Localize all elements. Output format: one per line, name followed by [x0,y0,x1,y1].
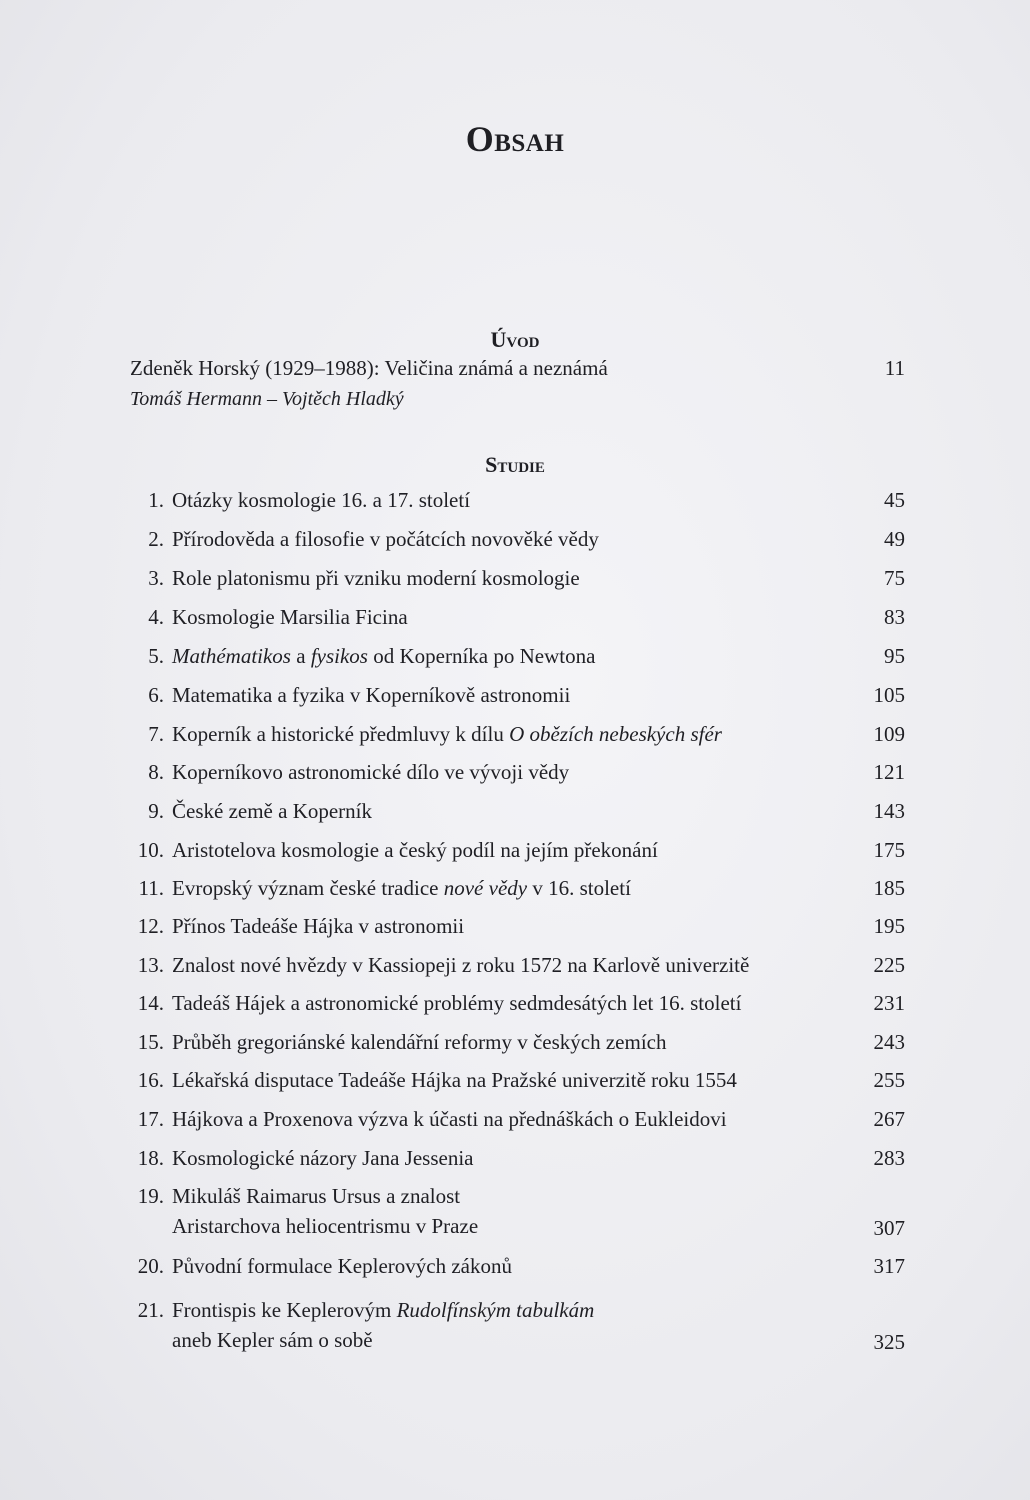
toc-entry-title-text: Kosmologické názory Jana Jessenia [172,1146,474,1170]
toc-entry-title [172,719,845,749]
toc-entry-title-text: Matematika a fyzika v Koperníkově astronomii [172,683,571,707]
toc-entry-title-text: Původní formulace Keplerových zákonů [172,1254,512,1278]
toc-entry-number: 10. [137,838,164,862]
toc-entry-title [172,641,845,671]
toc-entry-number: 11. [138,876,164,900]
toc-entry-page: 75 [884,566,905,590]
section-heading-uvod: Úvod [490,327,540,352]
toc-entry-number: 21. [137,1298,164,1322]
toc-entry-page: 231 [873,991,905,1015]
toc-entry-title-text: od Koperníka po Newtona [367,644,596,668]
toc-entry-title [172,1143,845,1173]
toc-entry-page: 185 [873,876,905,900]
page-title: Obsah [465,119,565,159]
toc-entry-page: 83 [884,605,905,629]
toc-entry-title-text: Přírodověda a filosofie v počátcích novověké vědy [172,527,599,551]
toc-entry-title-text: Mikuláš Raimarus Ursus a znalost [172,1184,461,1208]
toc-entry-number: 9. [148,799,164,823]
toc-entry-title-text: v 16. století [527,876,631,900]
toc-entry-title-italic: nové vědy [443,876,528,900]
toc-entry-number: 4. [148,605,164,629]
toc-entry-authors: Tomáš Hermann – Vojtěch Hladký [130,388,404,410]
toc-entry-title [172,796,845,826]
toc-entry-page: 11 [884,356,905,380]
toc-entry-title [172,950,845,980]
toc-entry-title-text: Hájkova a Proxenova výzva k účasti na přednáškách o Eukleidovi [172,1107,727,1131]
toc-entry-page: 121 [873,760,905,784]
toc-entry-title [172,835,845,865]
toc-entry-title-text: Kosmologie Marsilia Ficina [172,605,408,629]
toc-entry-title [172,1181,845,1241]
toc-entry-title [172,1295,845,1355]
toc-entry-page: 175 [873,838,905,862]
toc-entry-page: 307 [873,1216,905,1240]
toc-entry-title-text: Aristotelova kosmologie a český podíl na jejím překonání [172,838,658,862]
toc-entry-number: 2. [148,527,164,551]
toc-entry-title [172,1104,845,1134]
toc-entry-title-italic: fysikos [310,644,368,668]
toc-entry-number: 17. [137,1107,164,1131]
toc-entry-title-italic: Mathématikos [172,644,291,668]
toc-entry-title-text: Průběh gregoriánské kalendářní reformy v českých zemích [172,1030,667,1054]
toc-entry-page: 105 [873,683,905,707]
toc-entry-title-text: Evropský význam české tradice [172,876,444,900]
toc-entry-number: 8. [148,760,164,784]
toc-entry-title-text: a [290,644,311,668]
toc-entry-title [172,1251,845,1281]
toc-entry-title-text: Tadeáš Hájek a astronomické problémy sedmdesátých let 16. století [172,991,742,1015]
toc-entry-title-italic: Rudolfínským tabulkám [396,1298,595,1322]
toc-entry-title-text: Přínos Tadeáše Hájka v astronomii [172,914,465,938]
toc-entry-number: 14. [137,991,164,1015]
toc-entry-title-text: Lékařská disputace Tadeáše Hájka na Pražské univerzitě roku 1554 [172,1068,737,1092]
toc-entry-page: 95 [884,644,905,668]
toc-entry-number: 13. [137,953,164,977]
toc-entry-page: 283 [873,1146,905,1170]
toc-entry-title-text: Znalost nové hvězdy v Kassiopeji z roku 1572 na Karlově univerzitě [172,953,750,977]
toc-entry-page: 225 [873,953,905,977]
toc-entry-page: 243 [873,1030,905,1054]
toc-entry-page: 45 [884,488,905,512]
toc-entry-number: 3. [148,566,164,590]
toc-entry-title-text: Otázky kosmologie 16. a 17. století [172,488,471,512]
toc-entry-title-text: aneb Kepler sám o sobě [172,1328,373,1352]
section-heading-studie: Studie [485,452,545,477]
toc-entry-page: 109 [873,722,905,746]
toc-entry-number: 15. [137,1030,164,1054]
toc-entry-page: 195 [873,914,905,938]
toc-entry-title-italic: O obězích nebeských sfér [509,722,722,746]
toc-entry-page: 49 [884,527,905,551]
toc-entry-number: 5. [148,644,164,668]
toc-entry-number: 6. [148,683,164,707]
toc-entry-title-text: České země a Koperník [172,799,373,823]
toc-entry-number: 1. [148,488,164,512]
toc-entry-number: 12. [137,914,164,938]
toc-entry-title-text: Aristarchova heliocentrismu v Praze [172,1214,479,1238]
toc-entry-title: Zdeněk Horský (1929–1988): Veličina známá a neznámá [130,356,608,380]
toc-entry-number: 16. [137,1068,164,1092]
toc-entry-title [172,563,845,593]
toc-entry-page: 317 [873,1254,905,1278]
toc-entry-title [172,680,845,710]
toc-entry-title [172,757,845,787]
toc-entry-title [172,602,845,632]
toc-entry-number: 19. [137,1184,164,1208]
toc-entry-title-text: Koperník a historické předmluvy k dílu [172,722,510,746]
toc-entry-title [172,1065,845,1095]
toc-entry-title-text: Koperníkovo astronomické dílo ve vývoji vědy [172,760,570,784]
toc-entry-title [172,485,845,515]
toc-entry-title-text: Role platonismu při vzniku moderní kosmologie [172,566,580,590]
toc-entry-page: 267 [873,1107,905,1131]
toc-entry-number: 18. [137,1146,164,1170]
toc-entry-page: 143 [873,799,905,823]
toc-entry-title [172,873,845,903]
toc-entry-title [172,988,845,1018]
toc-entry-title-text: Frontispis ke Keplerovým [172,1298,397,1322]
toc-entry-title [172,1027,845,1057]
toc-entry-title [172,911,845,941]
toc-entry-number: 20. [137,1254,164,1278]
toc-entry-title [172,524,845,554]
toc-entry-number: 7. [148,722,164,746]
toc-entry-page: 255 [873,1068,905,1092]
toc-entry-page: 325 [873,1330,905,1354]
